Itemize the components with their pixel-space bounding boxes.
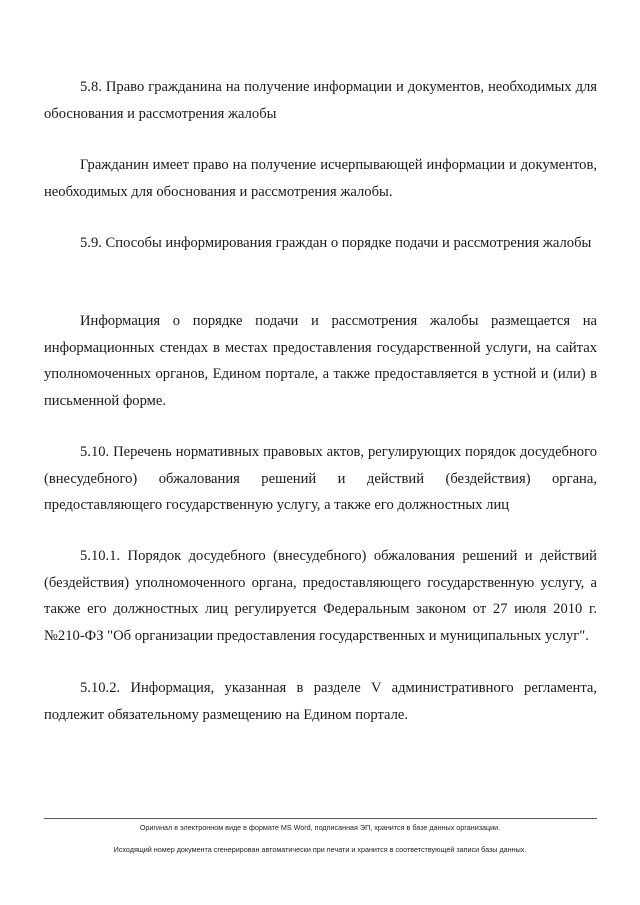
footer-note-number: Исходящий номер документа сгенерирован автоматически при печати и хранится в соответствующей записи базы данных. [113,845,527,854]
footer-divider [44,818,597,819]
section-5-10-2-body: 5.10.2. Информация, указанная в разделе V административного регламента, подлежит обязательному размещению на Едином портале. [44,680,597,723]
section-5-9-heading: 5.9. Способы информирования граждан о порядке подачи и рассмотрения жалобы [80,235,592,251]
document-page [44,0,597,905]
section-5-8-body: Гражданин имеет право на получение исчерпывающей информации и документов, необходимых для обоснования и рассмотрения жалобы. [44,157,597,200]
section-5-10-heading: 5.10. Перечень нормативных правовых актов, регулирующих порядок досудебного (внесудебного) обжалования решений и действий (бездействия) органа, предоставляющего государственную услугу, а также его должностных лиц [44,444,597,513]
section-5-8-heading: 5.8. Право гражданина на получение информации и документов, необходимых для обоснования и рассмотрения жалобы [44,79,597,122]
section-5-10-1-body: 5.10.1. Порядок досудебного (внесудебного) обжалования решений и действий (бездействия) уполномоченного органа, предоставляющего государственную услугу, а также его должностных лиц регулируется Федеральным законом от 27 июля 2010 г. №210-ФЗ "Об организации предоставления государственных и муниципальных услуг". [44,548,597,644]
section-5-9-body: Информация о порядке подачи и рассмотрения жалобы размещается на информационных стендах в местах предоставления государственной услуги, на сайтах уполномоченных органов, Едином портале, а также предоставляется в устной и (или) в письменной форме. [44,313,597,409]
footer-note-original: Оригинал в электронном виде в формате MS Word, подписанная ЭП, хранится в базе данных организации. [139,823,501,832]
